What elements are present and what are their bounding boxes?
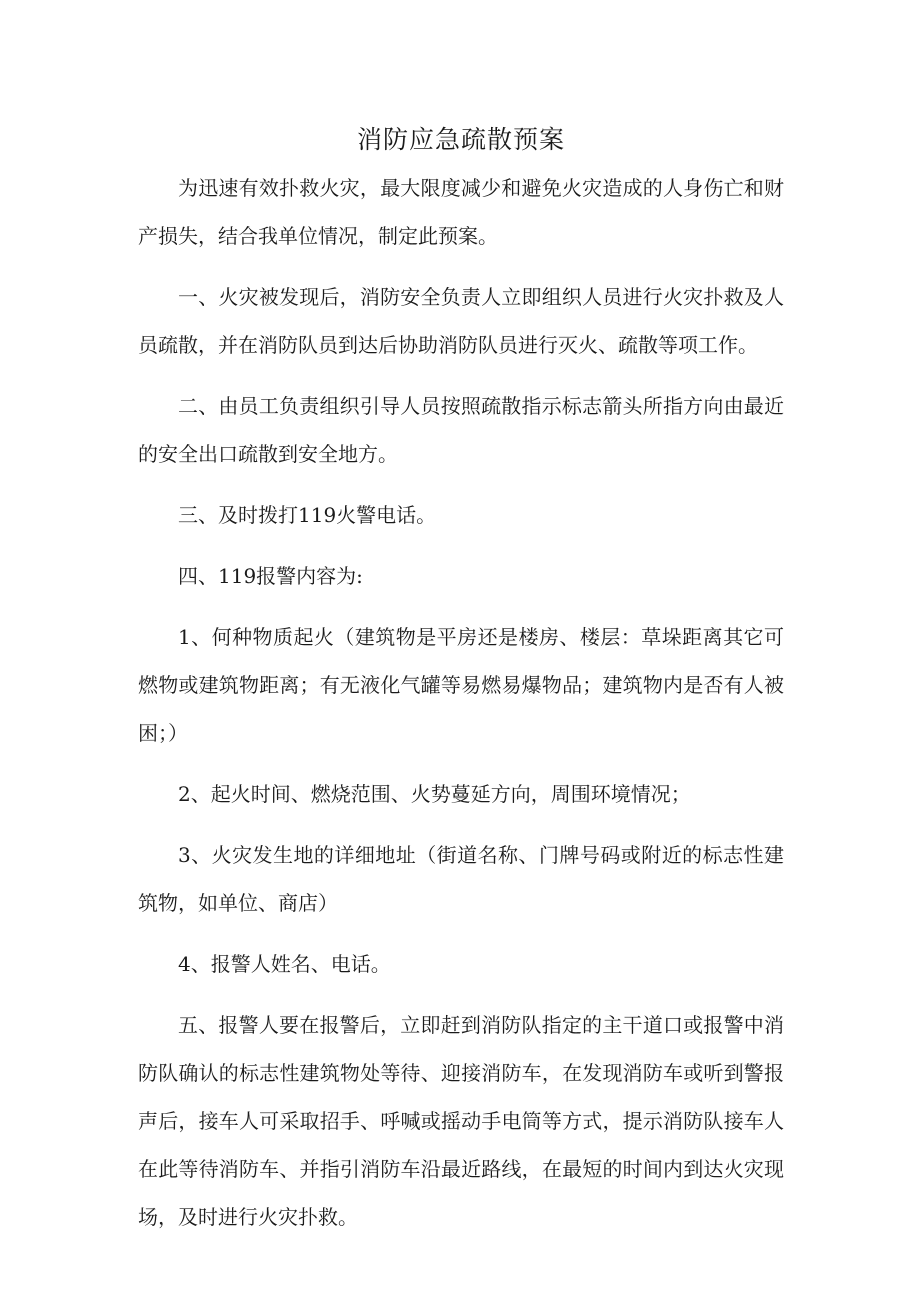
report-item-3: 3、火灾发生地的详细地址（街道名称、门牌号码或附近的标志性建筑物，如单位、商店） — [138, 843, 784, 915]
section-two-paragraph: 二、由员工负责组织引导人员按照疏散指示标志箭头所指方向由最近的安全出口疏散到安全地方。 — [138, 394, 784, 466]
document-title: 消防应急疏散预案 — [356, 125, 565, 154]
section-four-heading: 四、119报警内容为: — [178, 564, 363, 588]
section-three-paragraph: 三、及时拨打119火警电话。 — [178, 503, 437, 527]
document-page — [138, 118, 784, 1254]
section-five-paragraph: 五、报警人要在报警后，立即赶到消防队指定的主干道口或报警中消防队确认的标志性建筑物处等待、迎接消防车，在发现消防车或听到警报声后，接车人可采取招手、呼喊或摇动手电筒等方式，提示消防队接车人在此等待消防车、并指引消防车沿最近路线，在最短的时间内到达火灾现场，及时进行火灾扑救。 — [138, 1013, 784, 1229]
intro-paragraph: 为迅速有效扑救火灾，最大限度减少和避免火灾造成的人身伤亡和财产损失，结合我单位情况，制定此预案。 — [138, 176, 784, 248]
report-item-4: 4、报警人姓名、电话。 — [178, 952, 391, 976]
section-one-paragraph: 一、火灾被发现后，消防安全负责人立即组织人员进行火灾扑救及人员疏散，并在消防队员到达后协助消防队员进行灭火、疏散等项工作。 — [138, 285, 784, 357]
report-item-2: 2、起火时间、燃烧范围、火势蔓延方向，周围环境情况； — [178, 782, 691, 806]
report-item-1: 1、何种物质起火（建筑物是平房还是楼房、楼层：草垛距离其它可燃物或建筑物距离；有无液化气罐等易燃易爆物品；建筑物内是否有人被困；） — [138, 625, 784, 745]
